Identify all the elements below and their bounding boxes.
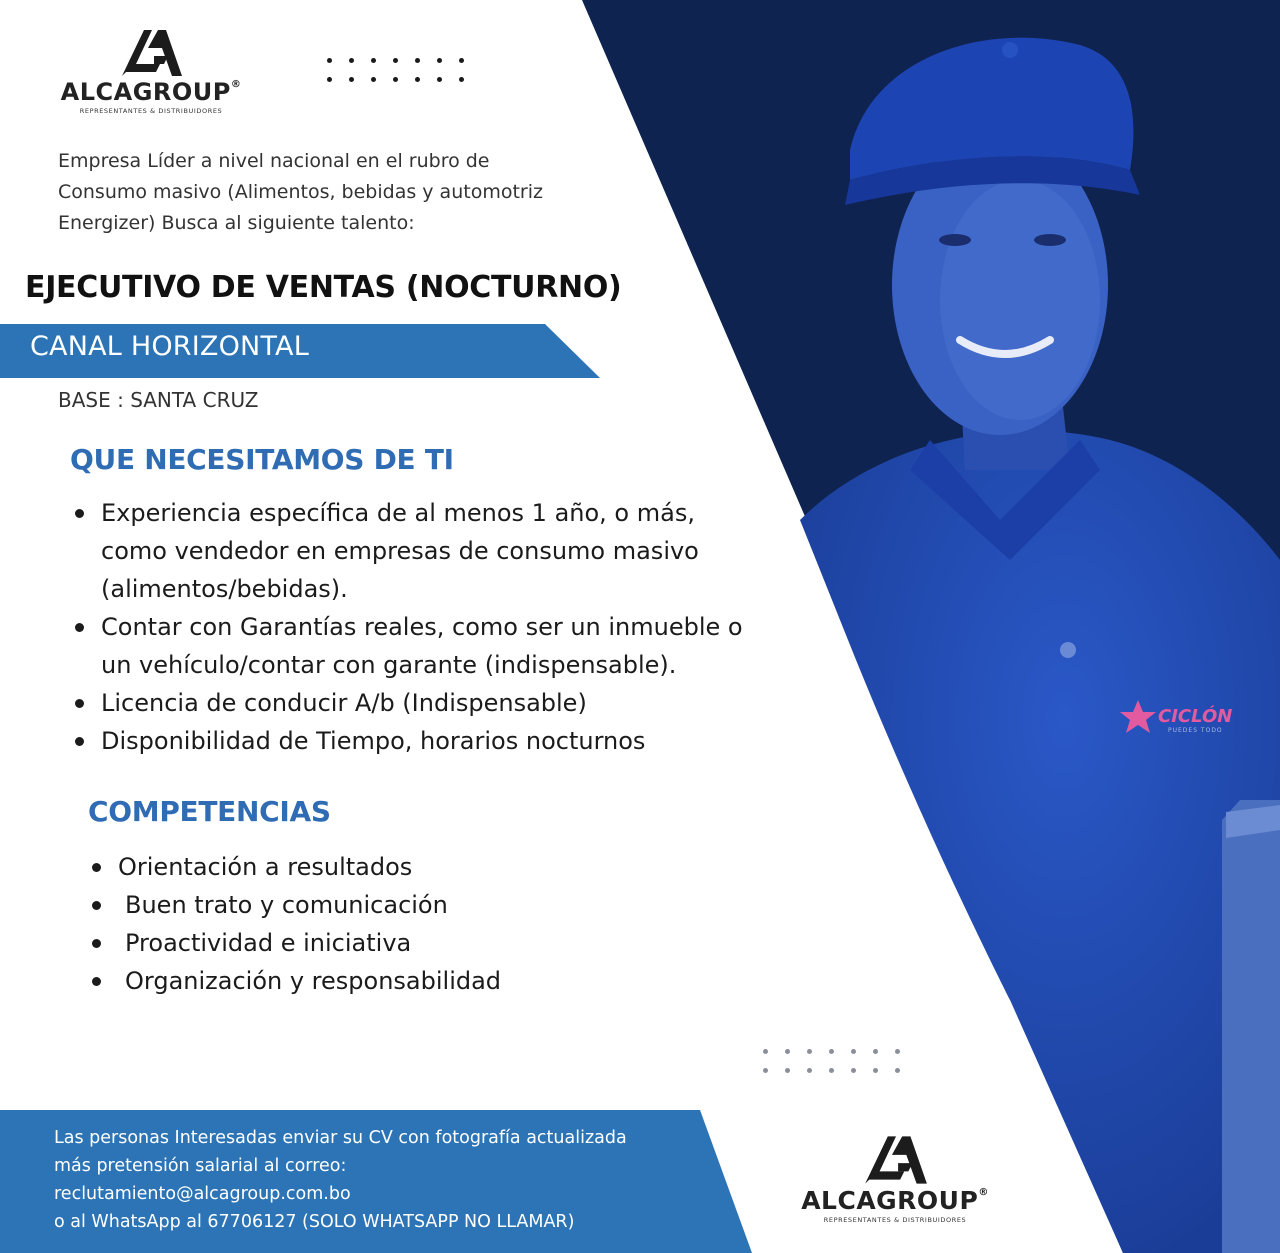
list-item-text: un vehículo/contar con garante (indispensable). [101,651,677,679]
registered-mark: ® [978,1187,989,1198]
list-item-text: Disponibilidad de Tiempo, horarios nocturnos [101,727,646,755]
list-item [101,684,743,722]
list-item [118,886,501,924]
list-item [118,962,501,1000]
list-item [101,494,743,608]
list-item-text: Contar con Garantías reales, como ser un inmueble o [101,613,743,641]
bullet-icon [75,737,84,746]
bullet-icon [92,939,101,948]
shirt-logo [1158,708,1232,734]
list-item-text: Experiencia específica de al menos 1 año, o más, [101,499,695,527]
list-item [118,848,501,886]
contact-line: más pretensión salarial al correo: [54,1156,347,1176]
brand-name: ALCAGROUP [801,1186,979,1215]
bullet-icon [92,977,101,986]
contact-whatsapp: o al WhatsApp al 67706127 (SOLO WHATSAPP NO LLAMAR) [54,1212,575,1232]
competencies-heading: COMPETENCIAS [88,795,331,828]
bullet-icon [92,863,101,872]
list-item-text: (alimentos/bebidas). [101,575,348,603]
list-item-text: Organización y responsabilidad [125,967,502,995]
registered-mark: ® [230,79,242,90]
bottom-logo [800,1132,990,1224]
list-item-text: Proactividad e iniciativa [125,929,412,957]
alcagroup-logo-mark-icon [116,26,186,78]
list-item [118,924,501,962]
brand-tagline: REPRESENTANTES & DISTRIBUIDORES [79,107,223,115]
decorative-dots-top [327,58,481,82]
brand-tagline: REPRESENTANTES & DISTRIBUIDORES [823,1216,967,1224]
list-item-text: como vendedor en empresas de consumo masivo [101,537,699,565]
decorative-dots-bottom [763,1049,917,1073]
list-item-text: Orientación a resultados [118,853,413,881]
bullet-icon [92,901,101,910]
alcagroup-logo-mark-icon [859,1132,931,1186]
top-logo [58,26,244,115]
brand-name: ALCAGROUP [60,78,231,106]
list-item [101,722,743,760]
bullet-icon [75,509,84,518]
requirements-list [101,494,743,760]
requirements-heading: QUE NECESITAMOS DE TI [70,443,454,476]
bullet-icon [75,623,84,632]
list-item-text: Buen trato y comunicación [125,891,448,919]
contact-info [54,1124,627,1236]
list-item-text: Licencia de conducir A/b (Indispensable) [101,689,587,717]
list-item [101,608,743,684]
bullet-icon [75,699,84,708]
job-base: BASE : SANTA CRUZ [58,388,259,412]
competencies-list [118,848,501,1000]
intro-line: Energizer) Busca al siguiente talento: [58,212,415,234]
intro-text [58,146,598,239]
job-title: EJECUTIVO DE VENTAS (NOCTURNO) [25,270,622,305]
channel-label: CANAL HORIZONTAL [30,331,309,362]
shirt-logo-sub: PUEDES TODO [1168,727,1223,734]
intro-line: Empresa Líder a nivel nacional en el rubro de [58,150,490,172]
contact-email: reclutamiento@alcagroup.com.bo [54,1184,351,1204]
intro-line: Consumo masivo (Alimentos, bebidas y automotriz [58,181,543,203]
shirt-logo-text: CICLÓN [1158,706,1233,727]
contact-line: Las personas Interesadas enviar su CV con fotografía actualizada [54,1128,627,1148]
